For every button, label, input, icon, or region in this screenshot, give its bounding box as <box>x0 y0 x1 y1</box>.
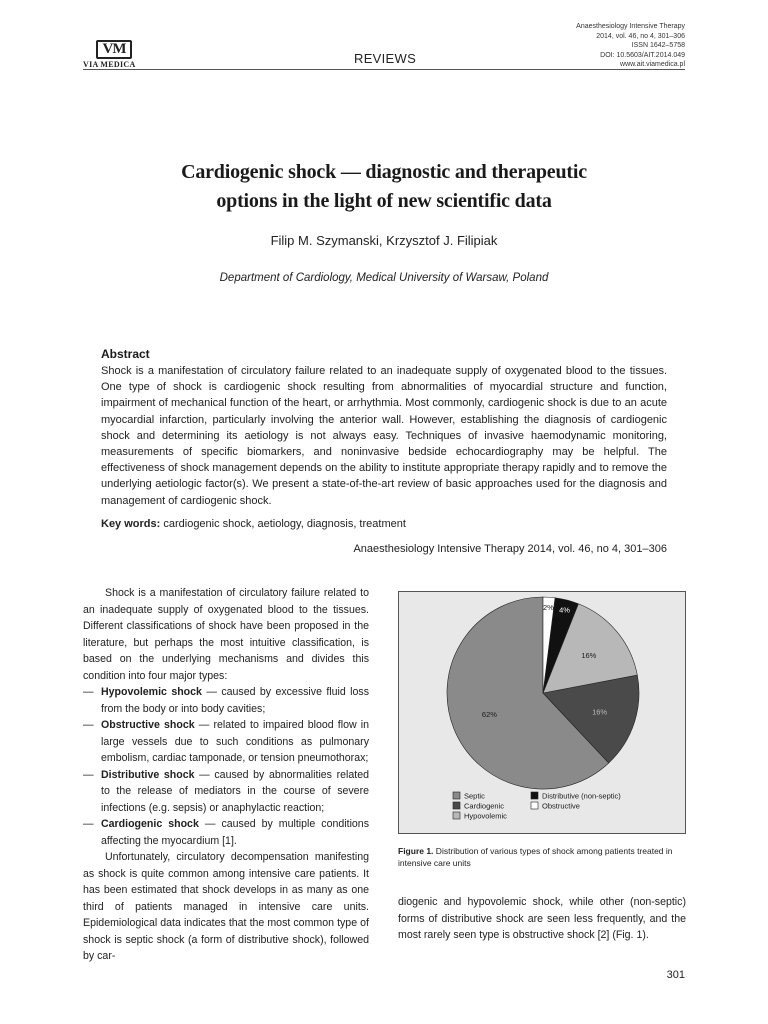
keywords-list: cardiogenic shock, aetiology, diagnosis, treatment <box>160 518 406 530</box>
body-paragraph: Shock is a manifestation of circulatory failure related to an inadequate supply of oxygenated blood to the tissues. Different classifications of shock have been proposed in the literature, but perhaps the most intuitive classification, is based on the underlying mechanisms and divides this condition into four major types: <box>83 587 369 682</box>
keywords-label: Key words: <box>101 518 161 530</box>
list-text: — caused by abnormalities related to the release of mediators in the course of severe infections (e.g. sepsis) or anaphylactic reaction; <box>101 768 369 814</box>
pie-label-septic: 62% <box>481 710 497 720</box>
list-dash: — <box>83 768 94 781</box>
pie-label-cardiogenic: 16% <box>592 707 608 717</box>
legend-label-cardiogenic: Cardiogenic <box>464 801 505 811</box>
list-text: — caused by excessive fluid loss from the body or into body cavities; <box>101 686 370 715</box>
journal-info-line: Anaesthesiology Intensive Therapy <box>576 23 685 30</box>
legend-swatch-obstructive <box>531 802 538 809</box>
legend-swatch-distributive-non-septic <box>531 792 538 799</box>
affiliation: Department of Cardiology, Medical University of Warsaw, Poland <box>219 272 549 284</box>
pie-chart <box>399 592 685 833</box>
legend-label-distributive-non-septic: Distributive (non-septic) <box>542 791 621 801</box>
list-item <box>83 767 369 817</box>
list-term: Hypovolemic shock <box>101 686 202 698</box>
citation: Anaesthesiology Intensive Therapy 2014, vol. 46, no 4, 301–306 <box>353 543 667 555</box>
legend-label-hypovolemic: Hypovolemic <box>464 811 507 821</box>
list-term: Cardiogenic shock <box>101 818 199 830</box>
figure-caption-text: Distribution of various types of shock among patients treated in intensive care units <box>398 846 673 868</box>
keywords <box>101 518 406 530</box>
figure-box <box>398 591 686 834</box>
list-dash: — <box>83 818 94 830</box>
journal-info-line: 2014, vol. 46, no 4, 301–306 <box>596 32 685 40</box>
page-number: 301 <box>666 969 685 981</box>
list-term: Distributive shock <box>101 768 195 781</box>
list-text: — caused by multiple conditions affecting the myocardium [1]. <box>101 818 369 847</box>
pie-label-distributive-non-septic: 4% <box>559 605 570 615</box>
list-text: — related to impaired blood flow in large vessels due to such conditions as pulmonary embolism, cardiac tamponade, or tension pneumothorax; <box>101 719 369 764</box>
journal-info-line: ISSN 1642–5758 <box>631 42 685 49</box>
journal-info <box>576 22 685 70</box>
publisher-logo-mark: VM <box>96 40 132 59</box>
legend-label-septic: Septic <box>464 791 485 801</box>
pie-label-hypovolemic: 16% <box>581 651 597 661</box>
title-line: Cardiogenic shock — diagnostic and therapeutic <box>181 161 587 183</box>
list-dash: — <box>83 686 94 698</box>
list-dash: — <box>83 719 94 731</box>
list-term: Obstructive shock <box>101 719 195 731</box>
abstract-body: Shock is a manifestation of circulatory failure related to an inadequate supply of oxygenated blood to the tissues. One type of shock is cardiogenic shock resulting from abnormalities of myocardial structure and function, impairment of mechanical function of the heart, or arrhythmia. Most commonly, cardiogenic shock is due to an acute myocardial infarction, particularly involving the anterior wall. However, establishing the diagnosis of cardiogenic shock and determining its aetiology is not always easy. Techniques of invasive haemodynamic monitoring, measurements of specific biomarkers, and noninvasive bedside echocardiography may be helpful. The effectiveness of shock management depends on the ability to institute appropriate therapy rapidly and to remove the underlying aetiologic factor(s). We present a state-of-the-art review of basic approaches used for the diagnosis and management of cardiogenic shock. <box>101 365 667 507</box>
legend-swatch-cardiogenic <box>453 802 460 809</box>
list-item <box>83 717 369 767</box>
list-item <box>83 816 369 849</box>
shock-types-list <box>83 684 369 849</box>
legend-swatch-hypovolemic <box>453 812 460 819</box>
journal-info-line: DOI: 10.5603/AIT.2014.049 <box>600 51 685 59</box>
article-title <box>84 158 684 216</box>
section-label: REVIEWS <box>354 51 417 66</box>
journal-info-line: www.ait.viamedica.pl <box>620 61 685 68</box>
body-paragraph: Unfortunately, circulatory decompensation manifesting as shock is quite common among intensive care patients. It has been estimated that shock develops in as many as one third of patients managed in intensive care units. Epidemiological data indicates that the most common type of shock is septic shock (a form of distributive shock), followed by car- <box>83 851 369 962</box>
pie-label-obstructive: 2% <box>543 602 554 612</box>
publisher-logo-text: VIA MEDICA <box>83 60 136 69</box>
abstract-heading: Abstract <box>101 347 150 361</box>
authors: Filip M. Szymanski, Krzysztof J. Filipiak <box>270 233 498 248</box>
title-line: options in the light of new scientific data <box>216 190 552 212</box>
figure-label: Figure 1. <box>398 846 434 856</box>
body-right-column: diogenic and hypovolemic shock, while other (non-septic) forms of distributive shock are seen less frequently, and the most rarely seen type is obstructive shock [2] (Fig. 1). <box>398 896 686 941</box>
legend-label-obstructive: Obstructive <box>542 801 580 811</box>
list-item <box>83 684 369 717</box>
body-left-column <box>83 585 369 965</box>
figure-caption <box>398 846 686 869</box>
legend-swatch-septic <box>453 792 460 799</box>
